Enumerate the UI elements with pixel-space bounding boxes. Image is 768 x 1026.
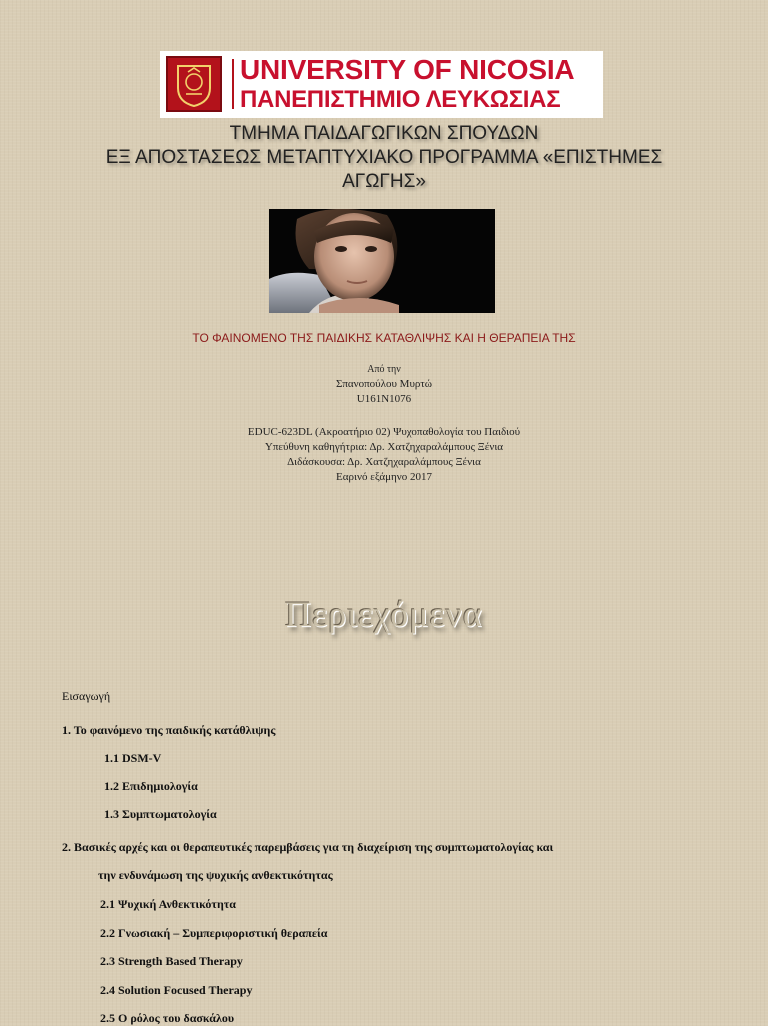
department-line-1: ΤΜΗΜΑ ΠΑΙΔΑΓΩΓΙΚΩΝ ΣΠΟΥΔΩΝ bbox=[229, 123, 539, 144]
cover-photo bbox=[269, 209, 495, 313]
university-logo bbox=[160, 51, 603, 118]
toc-item-1-2[interactable]: 1.2 Επιδημιολογία bbox=[104, 779, 198, 793]
thesis-title: ΤΟ ΦΑΙΝΟΜΕΝΟ ΤΗΣ ΠΑΙΔΙΚΗΣ ΚΑΤΑΘΛΙΨΗΣ ΚΑΙ Η ΘΕΡΑΠΕΙΑ ΤΗΣ bbox=[192, 331, 576, 345]
toc-item-introduction[interactable]: Εισαγωγή bbox=[62, 689, 111, 703]
department-line-3: ΑΓΩΓΗΣ» bbox=[342, 171, 426, 192]
department-heading bbox=[60, 122, 708, 194]
author-id: U161N1076 bbox=[356, 393, 412, 405]
course-block bbox=[60, 425, 708, 485]
toc-heading: Περιεχόμενα bbox=[285, 594, 483, 634]
course-code: EDUC-623DL (Ακροατήριο 02) Ψυχοπαθολογία του Παιδιού bbox=[247, 426, 521, 438]
toc-item-2-4[interactable]: 2.4 Solution Focused Therapy bbox=[100, 983, 253, 997]
author-block bbox=[60, 362, 708, 407]
toc-item-2-2[interactable]: 2.2 Γνωσιακή – Συμπεριφοριστική θεραπεία bbox=[100, 926, 328, 940]
course-instructor: Διδάσκουσα: Δρ. Χατζηχαραλάμπους Ξένια bbox=[287, 456, 481, 468]
course-semester: Εαρινό εξάμηνο 2017 bbox=[336, 471, 432, 483]
logo-name-greek: ΠΑΝΕΠΙΣΤΗΜΙΟ ΛΕΥΚΩΣΙΑΣ bbox=[240, 86, 561, 113]
logo-name-english: UNIVERSITY OF NICOSIA bbox=[240, 54, 575, 85]
author-name: Σπανοπούλου Μυρτώ bbox=[335, 378, 433, 390]
author-by-label: Από την bbox=[367, 364, 401, 375]
course-supervisor: Υπεύθυνη καθηγήτρια: Δρ. Χατζηχαραλάμπους Ξένια bbox=[264, 441, 504, 453]
toc-item-2-5[interactable]: 2.5 Ο ρόλος του δασκάλου bbox=[100, 1011, 235, 1025]
university-crest-icon bbox=[166, 56, 222, 112]
toc-item-2-1[interactable]: 2.1 Ψυχική Ανθεκτικότητα bbox=[100, 897, 236, 911]
logo-divider bbox=[232, 59, 234, 109]
toc-item-1[interactable]: 1. Το φαινόμενο της παιδικής κατάθλιψης bbox=[62, 723, 276, 737]
toc-item-1-1[interactable]: 1.1 DSM-V bbox=[104, 751, 162, 765]
toc-item-1-3[interactable]: 1.3 Συμπτωματολογία bbox=[104, 807, 217, 821]
toc-item-2[interactable]: 2. Βασικές αρχές και οι θεραπευτικές παρεμβάσεις για τη διαχείριση της συμπτωματολογίας και bbox=[62, 840, 554, 854]
department-line-2: ΕΞ ΑΠΟΣΤΑΣΕΩΣ ΜΕΤΑΠΤΥΧΙΑΚΟ ΠΡΟΓΡΑΜΜΑ «ΕΠΙΣΤΗΜΕΣ bbox=[105, 147, 663, 168]
toc-item-2-continued[interactable]: την ενδυνάμωση της ψυχικής ανθεκτικότητας bbox=[98, 868, 333, 882]
toc-item-2-3[interactable]: 2.3 Strength Based Therapy bbox=[100, 954, 243, 968]
